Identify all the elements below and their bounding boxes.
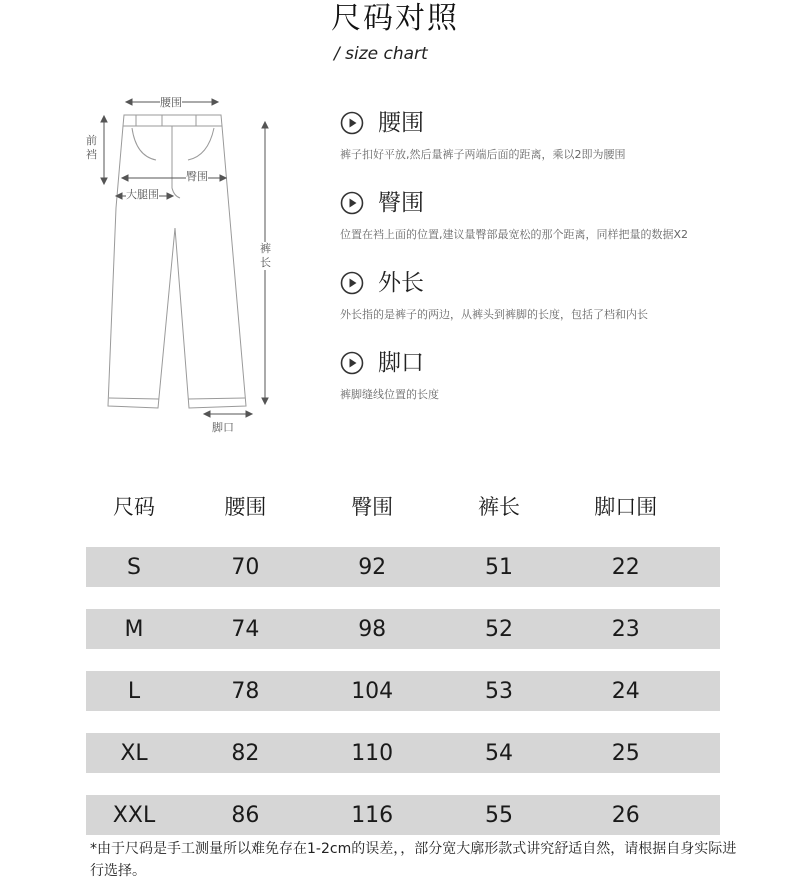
definition-desc: 外长指的是裤子的两边，从裤头到裤脚的长度，包括了档和内长 — [340, 308, 648, 321]
footnote: *由于尺码是手工测量所以难免存在1-2cm的误差，，部分宽大廓形款式讲究舒适自然，请根据自身实际进行选择。 — [90, 841, 737, 879]
definition-title: 腰围 — [378, 110, 424, 136]
table-cell: 25 — [611, 740, 640, 766]
table-cell: 24 — [611, 678, 640, 704]
play-icon — [340, 271, 364, 295]
table-header-row — [86, 486, 720, 526]
thigh-label: 大腿围 — [126, 188, 159, 201]
definition-desc: 裤子扣好平放,然后量裤子两端后面的距离，乘以2即为腰围 — [340, 148, 626, 161]
definition-outseam — [340, 268, 648, 322]
table-row — [86, 795, 720, 835]
table-cell: 104 — [351, 678, 394, 704]
table-cell: 52 — [484, 616, 513, 642]
definition-title: 外长 — [378, 270, 424, 296]
table-cell: 53 — [484, 678, 513, 704]
definition-hip — [340, 188, 688, 242]
table-cell: 74 — [231, 616, 260, 642]
table-cell: XXL — [112, 802, 156, 828]
table-cell: 51 — [484, 554, 513, 580]
table-row — [86, 733, 720, 773]
table-cell: 78 — [231, 678, 260, 704]
pants-diagram — [76, 88, 296, 440]
header-cell: 脚口围 — [594, 495, 658, 519]
play-icon — [340, 111, 364, 135]
length-label: 裤长 — [260, 242, 271, 269]
front-rise-label: 前裆 — [86, 134, 97, 161]
header-cell: 臀围 — [351, 495, 394, 519]
table-cell: M — [124, 616, 144, 642]
table-cell: S — [127, 554, 141, 580]
table-cell: 110 — [351, 740, 394, 766]
table-cell: 82 — [231, 740, 260, 766]
table-cell: 92 — [358, 554, 387, 580]
table-cell: L — [127, 678, 141, 704]
play-icon — [340, 351, 364, 375]
table-cell: 54 — [484, 740, 513, 766]
table-cell: 70 — [231, 554, 260, 580]
table-row — [86, 671, 720, 711]
table-cell: 22 — [611, 554, 640, 580]
waist-label: 腰围 — [160, 96, 182, 109]
table-row — [86, 609, 720, 649]
page-title: 尺码对照 — [331, 1, 459, 36]
play-icon — [340, 191, 364, 215]
definition-title: 臀围 — [378, 190, 424, 216]
page-subtitle: / size chart — [334, 44, 428, 64]
header-cell: 裤长 — [477, 495, 520, 519]
definition-title: 脚口 — [378, 350, 424, 376]
table-cell: 116 — [351, 802, 394, 828]
table-cell: 98 — [358, 616, 387, 642]
hip-label: 臀围 — [186, 170, 208, 183]
header-cell: 腰围 — [224, 495, 267, 519]
table-cell: 55 — [484, 802, 513, 828]
definition-hem — [340, 348, 439, 402]
table-cell: 23 — [611, 616, 640, 642]
table-cell: 86 — [231, 802, 260, 828]
hem-label: 脚口 — [212, 421, 234, 434]
definition-desc: 裤脚缝线位置的长度 — [340, 388, 439, 401]
table-cell: XL — [120, 740, 148, 766]
table-row — [86, 547, 720, 587]
definition-waist — [340, 108, 626, 162]
table-cell: 26 — [611, 802, 640, 828]
definition-desc: 位置在裆上面的位置,建议量臀部最宽松的那个距离，同样把量的数据X2 — [340, 228, 689, 241]
header-cell: 尺码 — [113, 495, 155, 519]
